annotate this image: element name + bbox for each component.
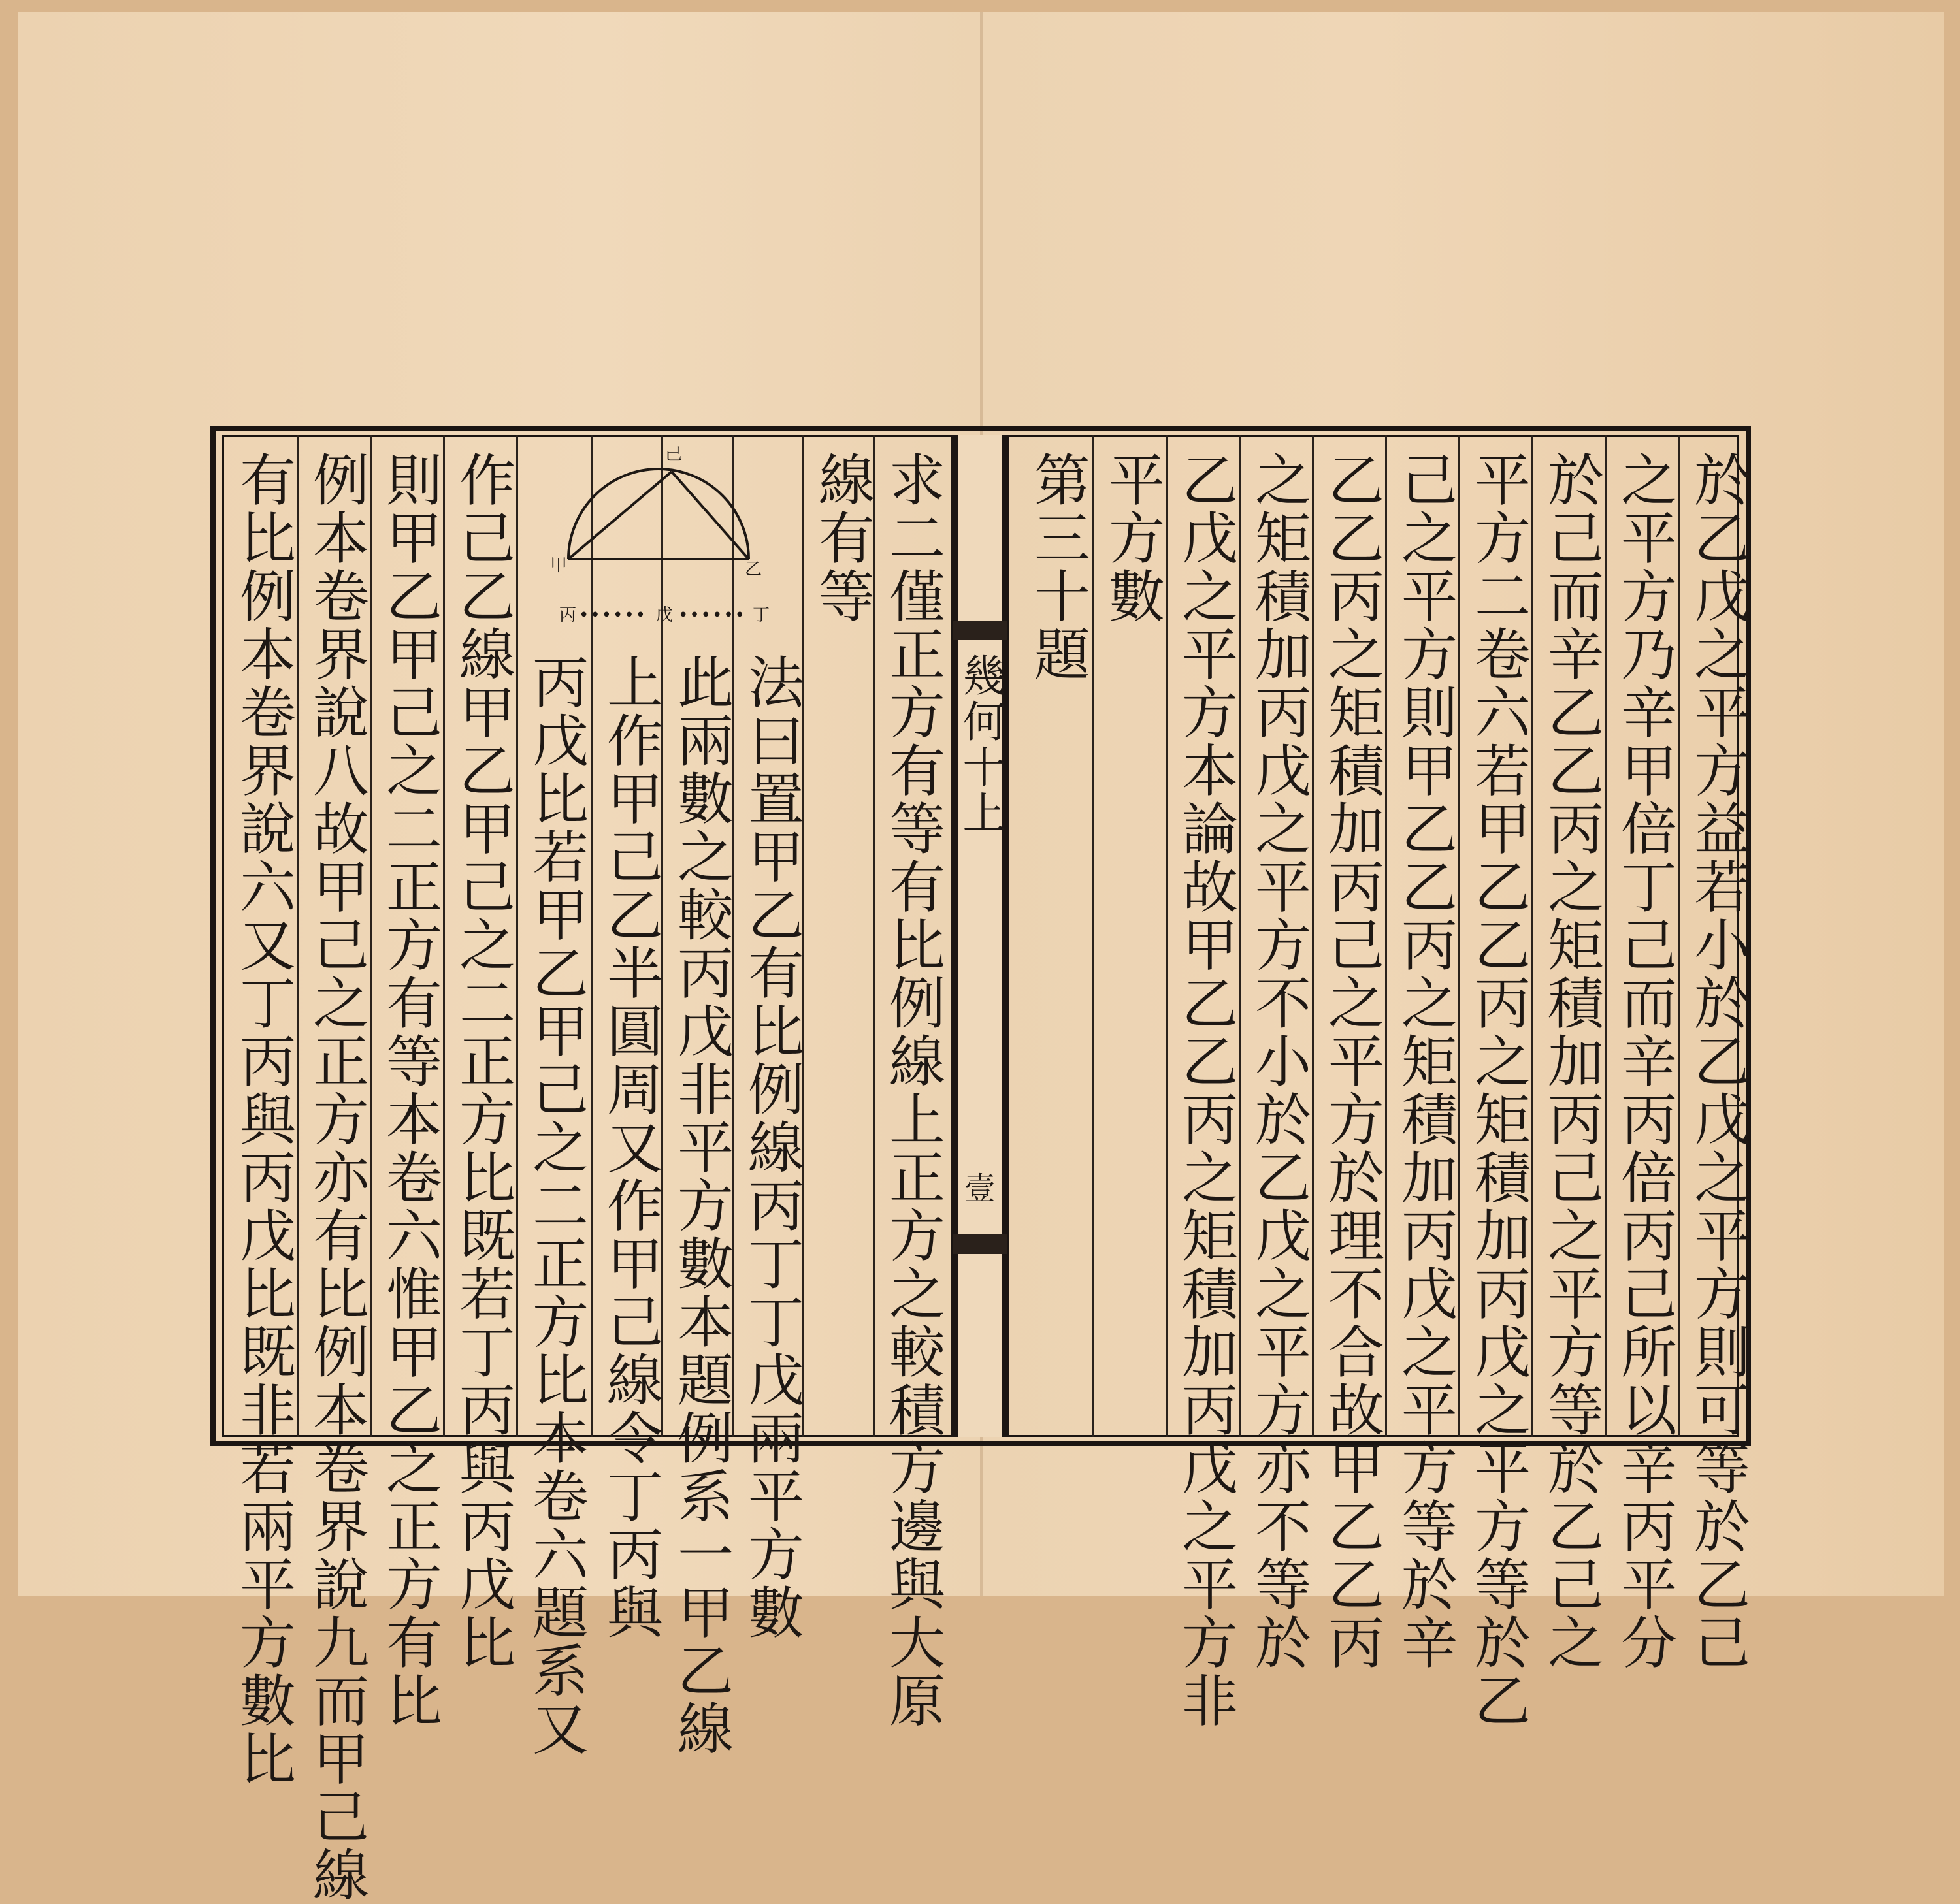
text-column: 有比例本卷界說六又丁丙與丙戊比既非若兩平方數比 xyxy=(230,451,295,1788)
column-rule xyxy=(1312,435,1314,1437)
text-column: 則甲乙甲己之二正方有等本卷六惟甲乙之正方有比 xyxy=(376,451,442,1730)
column-rule xyxy=(1092,435,1094,1437)
label-ji: 己 xyxy=(665,445,683,464)
dots-right: •••••• xyxy=(678,605,747,625)
column-rule xyxy=(370,435,372,1437)
proposition-title: 第三十題 xyxy=(1024,451,1090,683)
text-column: 此兩數之較丙戊非平方數本題例系一甲乙線 xyxy=(668,653,733,1758)
text-column: 平方二卷六若甲乙乙丙之矩積加丙戊之平方等於乙 xyxy=(1465,451,1530,1730)
text-column: 上作甲己乙半圓周又作甲己線令丁丙與 xyxy=(597,653,662,1641)
text-column: 平方數 xyxy=(1099,451,1164,625)
label-jia: 甲 xyxy=(550,556,568,575)
text-column: 之矩積加丙戊之平方不小於乙戊之平方亦不等於 xyxy=(1245,451,1311,1671)
column-rule xyxy=(297,435,299,1437)
column-rule xyxy=(1678,435,1680,1437)
text-column: 法曰置甲乙有比例線丙丁丁戊兩平方數 xyxy=(738,653,804,1641)
label-ding: 丁 xyxy=(753,605,770,625)
text-column: 丙戊比若甲乙甲己之二正方比本卷六題系又 xyxy=(523,653,588,1758)
text-column: 作己乙線甲乙甲己之二正方比既若丁丙與丙戊比 xyxy=(449,451,515,1671)
text-column: 乙戊之平方本論故甲乙乙丙之矩積加丙戊之平方非 xyxy=(1172,451,1237,1730)
text-column: 己之平方則甲乙乙丙之矩積加丙戊之平方等於辛 xyxy=(1392,451,1457,1671)
column-rule xyxy=(1531,435,1533,1437)
column-rule xyxy=(1605,435,1607,1437)
column-rule xyxy=(1458,435,1460,1437)
page-number: 壹 xyxy=(964,1170,996,1207)
text-column: 求二僅正方有等有比例線上正方之較積方邊與大原 xyxy=(879,451,945,1730)
label-wu: 戊 xyxy=(656,605,674,625)
label-bing: 丙 xyxy=(559,605,577,625)
text-column: 乙乙丙之矩積加丙己之平方於理不合故甲乙乙丙 xyxy=(1318,451,1384,1671)
text-column: 於乙戊之平方益若小於乙戊之平方則可等於乙己 xyxy=(1684,451,1750,1671)
text-column: 線有等 xyxy=(809,451,874,625)
text-column: 例本卷界說八故甲己之正方亦有比例本卷界說九而甲己線 xyxy=(303,451,368,1904)
column-rule xyxy=(1239,435,1241,1437)
label-yi: 乙 xyxy=(745,560,762,579)
geometry-figure xyxy=(516,435,802,640)
column-rule xyxy=(443,435,445,1437)
text-column: 之平方乃辛甲倍丁己而辛丙倍丙己所以辛丙平分 xyxy=(1611,451,1676,1671)
book-title: 幾何十上 xyxy=(955,653,1005,836)
dots-left: •••••• xyxy=(579,605,647,625)
text-column: 於己而辛乙乙丙之矩積加丙己之平方等於乙己之 xyxy=(1538,451,1603,1671)
column-rule xyxy=(1385,435,1387,1437)
column-rule xyxy=(1166,435,1168,1437)
